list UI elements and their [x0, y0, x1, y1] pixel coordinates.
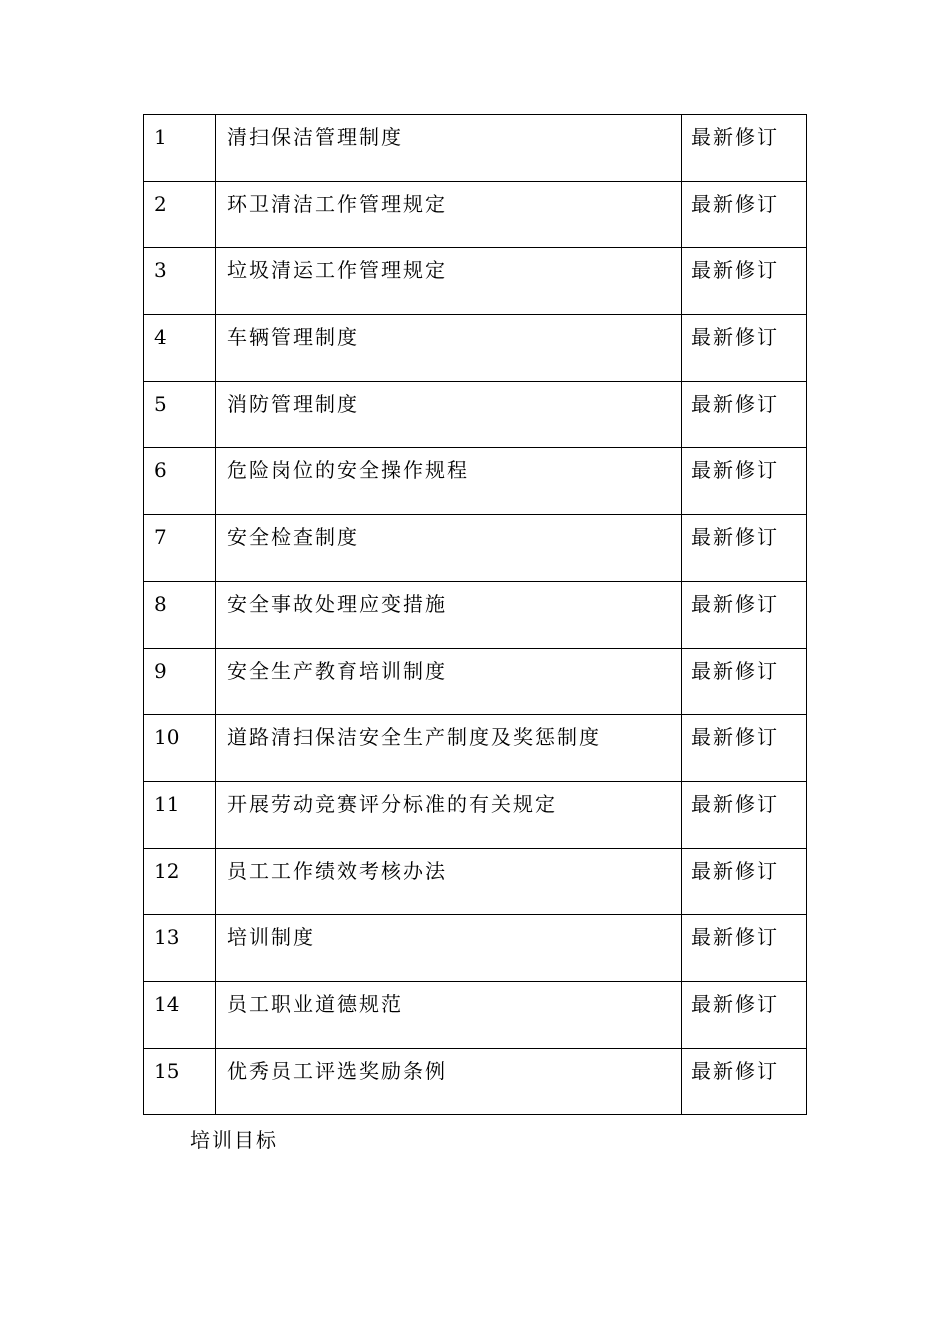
table-row [144, 448, 807, 515]
row-title-cell [216, 381, 682, 448]
table-row [144, 115, 807, 182]
row-status-cell [682, 848, 807, 915]
row-title-cell [216, 715, 682, 782]
row-status-cell [682, 515, 807, 582]
row-status: 最新修订 [691, 925, 779, 950]
table-row [144, 1048, 807, 1115]
table-row [144, 715, 807, 782]
row-title-cell [216, 115, 682, 182]
row-number: 5 [154, 391, 167, 416]
row-status: 最新修订 [691, 258, 779, 283]
row-status: 最新修订 [691, 191, 779, 216]
row-number: 15 [154, 1058, 180, 1083]
row-number: 10 [154, 725, 180, 750]
row-number: 8 [154, 591, 167, 616]
regulations-table-body [144, 115, 807, 1115]
row-number-cell [144, 981, 216, 1048]
row-status: 最新修订 [691, 125, 779, 149]
row-title: 优秀员工评选奖励条例 [227, 1058, 447, 1083]
row-number: 2 [154, 191, 167, 216]
regulations-table [143, 114, 807, 1115]
row-status: 最新修订 [691, 791, 779, 816]
row-status-cell [682, 181, 807, 248]
table-row [144, 381, 807, 448]
table-row [144, 981, 807, 1048]
row-number-cell [144, 181, 216, 248]
table-row [144, 848, 807, 915]
row-number: 12 [154, 858, 180, 883]
row-number-cell [144, 515, 216, 582]
row-number-cell [144, 115, 216, 182]
row-title: 安全事故处理应变措施 [227, 591, 447, 616]
row-title-cell [216, 581, 682, 648]
table-row [144, 248, 807, 315]
row-title-cell [216, 515, 682, 582]
row-title: 员工工作绩效考核办法 [227, 858, 447, 883]
table-row [144, 781, 807, 848]
row-status-cell [682, 915, 807, 982]
row-status-cell [682, 448, 807, 515]
row-number: 6 [154, 458, 167, 483]
row-title: 安全生产教育培训制度 [227, 658, 447, 683]
row-title-cell [216, 781, 682, 848]
row-status-cell [682, 581, 807, 648]
row-number-cell [144, 848, 216, 915]
table-row [144, 515, 807, 582]
row-title: 开展劳动竞赛评分标准的有关规定 [227, 791, 557, 816]
row-title: 道路清扫保洁安全生产制度及奖惩制度 [227, 725, 601, 750]
row-title-cell [216, 248, 682, 315]
row-title: 垃圾清运工作管理规定 [227, 258, 447, 283]
table-row [144, 915, 807, 982]
table-row [144, 581, 807, 648]
row-number-cell [144, 915, 216, 982]
row-status: 最新修订 [691, 391, 779, 416]
row-number-cell [144, 1048, 216, 1115]
row-title: 危险岗位的安全操作规程 [227, 458, 469, 483]
row-title: 安全检查制度 [227, 525, 359, 550]
row-title-cell [216, 315, 682, 382]
row-status-cell [682, 1048, 807, 1115]
row-title: 员工职业道德规范 [227, 991, 403, 1016]
table-row [144, 315, 807, 382]
row-title: 环卫清洁工作管理规定 [227, 191, 447, 216]
row-title-cell [216, 915, 682, 982]
row-status-cell [682, 715, 807, 782]
row-status: 最新修订 [691, 858, 779, 883]
row-number-cell [144, 448, 216, 515]
row-number-cell [144, 248, 216, 315]
row-title-cell [216, 981, 682, 1048]
row-number-cell [144, 381, 216, 448]
row-number-cell [144, 581, 216, 648]
row-status: 最新修订 [691, 725, 779, 750]
row-title-cell [216, 1048, 682, 1115]
row-title: 消防管理制度 [227, 391, 359, 416]
table-row [144, 648, 807, 715]
row-status-cell [682, 981, 807, 1048]
row-status-cell [682, 648, 807, 715]
row-status: 最新修订 [691, 658, 779, 683]
row-number-cell [144, 315, 216, 382]
row-number: 11 [154, 791, 180, 816]
row-number: 14 [154, 991, 180, 1016]
row-number-cell [144, 715, 216, 782]
row-status: 最新修订 [691, 591, 779, 616]
row-status-cell [682, 115, 807, 182]
row-status: 最新修订 [691, 991, 779, 1016]
row-status: 最新修订 [691, 1058, 779, 1083]
row-number: 4 [154, 325, 167, 350]
row-number: 7 [154, 525, 167, 550]
row-title-cell [216, 181, 682, 248]
row-status: 最新修订 [691, 458, 779, 483]
table-row [144, 181, 807, 248]
row-number-cell [144, 781, 216, 848]
section-heading: 培训目标 [190, 1128, 278, 1152]
row-number: 1 [154, 125, 167, 149]
row-title-cell [216, 448, 682, 515]
row-title-cell [216, 648, 682, 715]
row-title: 车辆管理制度 [227, 325, 359, 350]
row-number: 3 [154, 258, 167, 283]
row-status: 最新修订 [691, 525, 779, 550]
row-status: 最新修订 [691, 325, 779, 350]
row-number-cell [144, 648, 216, 715]
row-status-cell [682, 381, 807, 448]
row-status-cell [682, 315, 807, 382]
row-status-cell [682, 781, 807, 848]
row-status-cell [682, 248, 807, 315]
row-title: 培训制度 [227, 925, 315, 950]
row-title: 清扫保洁管理制度 [227, 125, 403, 149]
row-title-cell [216, 848, 682, 915]
row-number: 13 [154, 925, 180, 950]
row-number: 9 [154, 658, 167, 683]
